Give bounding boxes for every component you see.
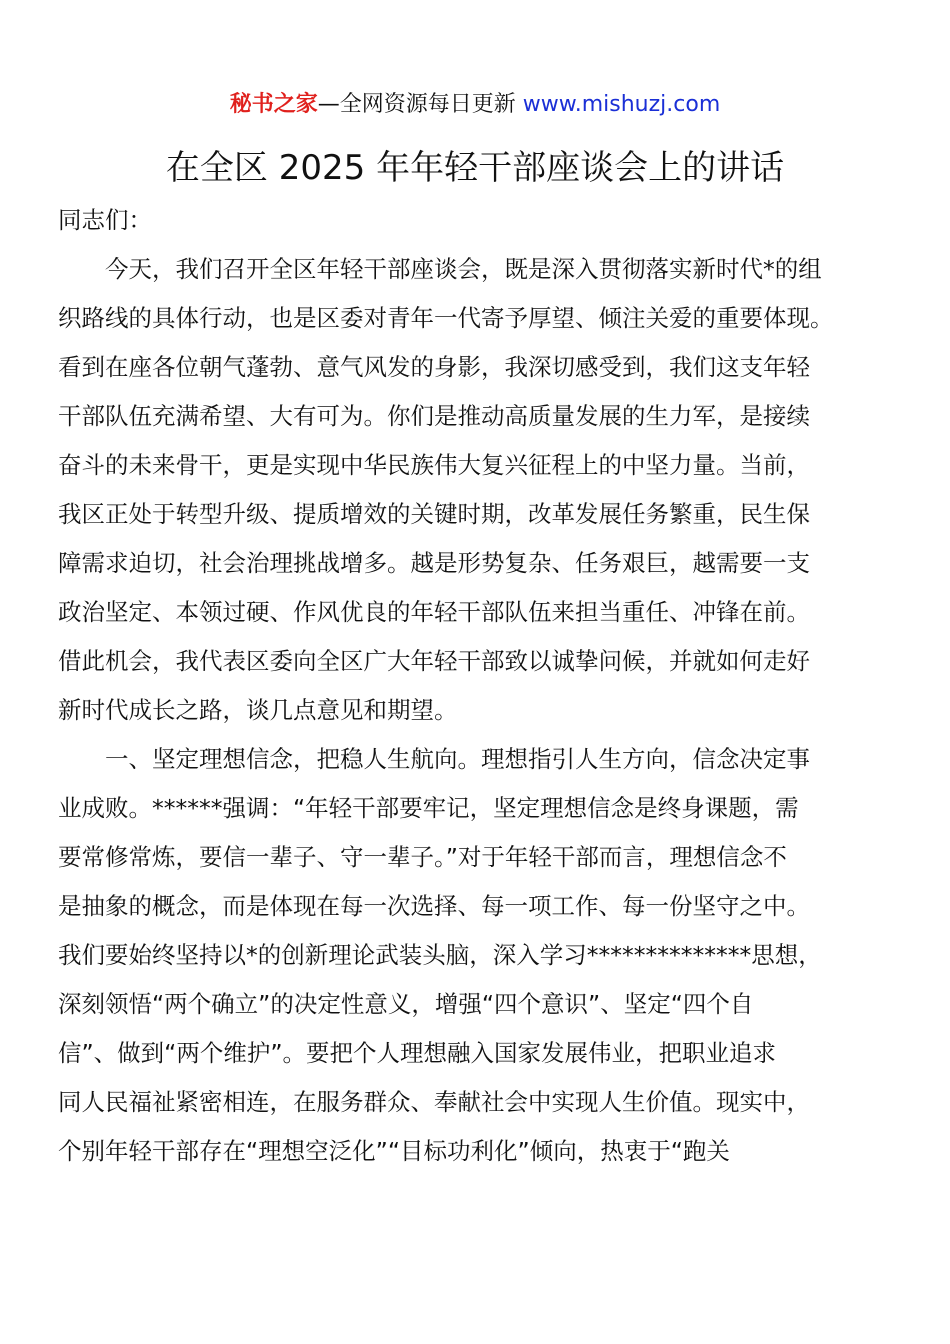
text-line: 深刻领悟“两个确立”的决定性意义，增强“四个意识”、坚定“四个自 [58,990,754,1018]
site-url-link[interactable]: www.mishuzj.com [522,92,721,117]
text-line: 我区正处于转型升级、提质增效的关键时期，改革发展任务繁重，民生保 [58,500,810,528]
document-title: 在全区 2025 年年轻干部座谈会上的讲话 [165,148,785,188]
text-line: 信”、做到“两个维护”。要把个人理想融入国家发展伟业，把职业追求 [58,1039,777,1067]
text-line: 奋斗的未来骨干，更是实现中华民族伟大复兴征程上的中坚力量。当前， [58,451,810,479]
text-line: 个别年轻干部存在“理想空泛化”“目标功利化”倾向，热衷于“跑关 [58,1137,730,1165]
text-line: 我们要始终坚持以*的创新理论武装头脑，深入学习**************思想， [58,941,822,969]
text-line: 干部队伍充满希望、大有可为。你们是推动高质量发展的生力军，是接续 [58,402,810,430]
text-line: 一、坚定理想信念，把稳人生航向。理想指引人生方向，信念决定事 [58,745,810,773]
text-line: 政治坚定、本领过硬、作风优良的年轻干部队伍来担当重任、冲锋在前。 [58,598,810,626]
brand-name: 秘书之家 [229,92,318,117]
site-header [0,88,950,122]
text-line: 看到在座各位朝气蓬勃、意气风发的身影，我深切感受到，我们这支年轻 [58,353,810,381]
text-line: 今天，我们召开全区年轻干部座谈会，既是深入贯彻落实新时代*的组 [58,255,822,283]
text-line: 要常修常炼，要信一辈子、守一辈子。”对于年轻干部而言，理想信念不 [58,843,787,871]
header-tagline: —全网资源每日更新 [317,92,523,117]
text-line: 业成败。******强调：“年轻干部要牢记，坚定理想信念是终身课题，需 [58,794,799,822]
text-line: 织路线的具体行动，也是区委对青年一代寄予厚望、倾注关爱的重要体现。 [58,304,834,332]
text-line: 同志们： [58,206,152,234]
document-body [58,200,892,1180]
text-line: 借此机会，我代表区委向全区广大年轻干部致以诚挚问候，并就如何走好 [58,647,810,675]
text-line: 障需求迫切，社会治理挑战增多。越是形势复杂、任务艰巨，越需要一支 [58,549,810,577]
text-line: 新时代成长之路，谈几点意见和期望。 [58,696,458,724]
text-line: 同人民福祉紧密相连，在服务群众、奉献社会中实现人生价值。现实中， [58,1088,810,1116]
text-line: 是抽象的概念，而是体现在每一次选择、每一项工作、每一份坚守之中。 [58,892,810,920]
